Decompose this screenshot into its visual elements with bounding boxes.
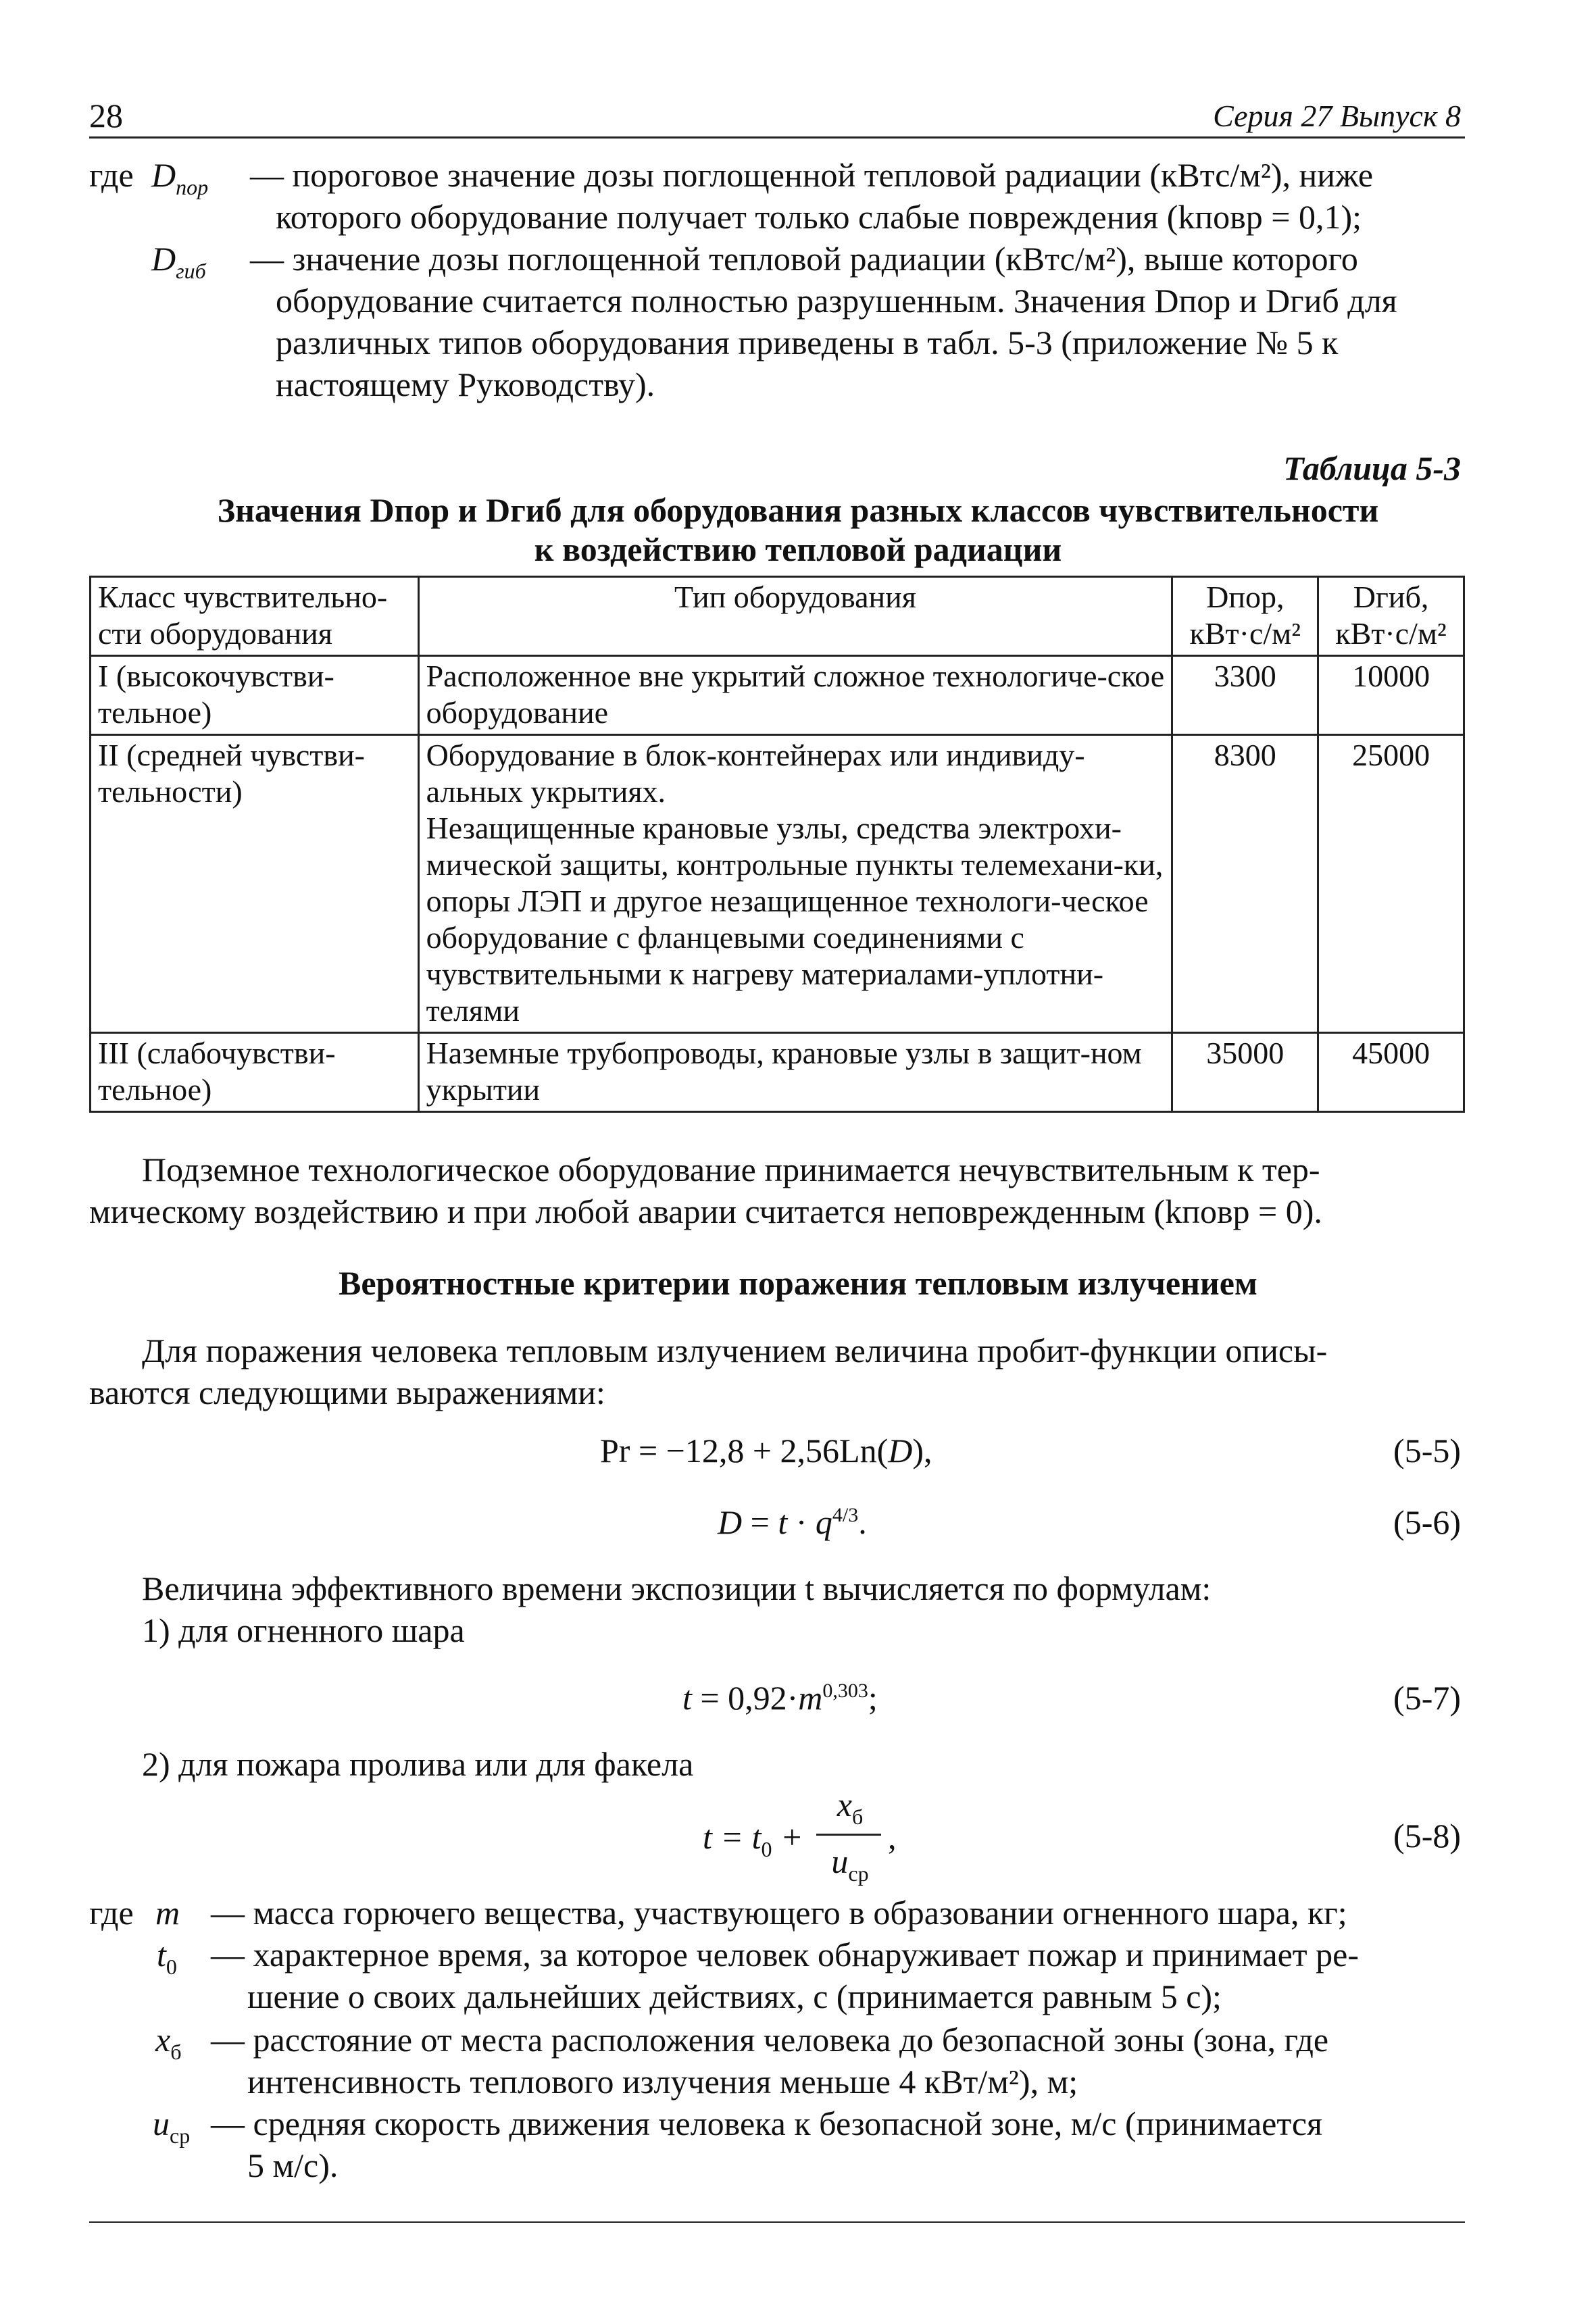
- equation-tail: ,: [888, 1818, 897, 1856]
- definition-line: интенсивность теплового излучения меньше 4 кВт/м²), м;: [247, 2063, 1078, 2101]
- paragraph-line: Величина эффективного времени экспозиции t вычисляется по формулам:: [142, 1569, 1212, 1607]
- cell-type: Наземные трубопроводы, крановые узлы в защит-ном укрытии: [418, 1033, 1172, 1112]
- footer-rule: [89, 2221, 1465, 2223]
- definition-symbol: $t_0$: [157, 1936, 177, 1979]
- definition-prefix: где: [89, 1894, 134, 1932]
- definition-line: шение о своих дальнейших действиях, с (принимается равным 5 с);: [247, 1978, 1222, 2015]
- definition-line: — пороговое значение дозы поглощенной тепловой радиации (кВтс/м²), ниже: [250, 156, 1374, 194]
- cell-type-para: Незащищенные крановые узлы, средства электрохи-мической защиты, контрольные пункты телемехани-ки, опоры ЛЭП и другое незащищенное технологи-ческое оборудование с фланцевыми соединениями с чувствительными к нагреву материалами-уплотни-телями: [426, 811, 1164, 1028]
- equation-5-7: $t = 0,92\cdot m^{0,303}$;: [682, 1679, 878, 1717]
- fraction-bar: [816, 1834, 881, 1836]
- table-title: Значения Dпор и Dгиб для оборудования разных классов чувствительности: [217, 491, 1379, 529]
- fraction-numerator: $x_б$: [837, 1786, 864, 1829]
- table-label: Таблица 5-3: [1283, 449, 1461, 487]
- table-header-row: [91, 577, 1464, 656]
- cell-type: [418, 735, 1172, 1033]
- paragraph-line: ваются следующими выражениями:: [89, 1374, 605, 1411]
- equation-lhs: $t = t_0$ +: [703, 1818, 803, 1861]
- cell-dgib: 25000: [1318, 735, 1464, 1033]
- paragraph-line: мическому воздействию и при любой аварии считается неповрежденным (kповр = 0).: [89, 1192, 1322, 1230]
- paragraph-line: Для поражения человека тепловым излучением величина пробит-функции описы-: [142, 1332, 1328, 1369]
- definition-line: — масса горючего вещества, участвующего в образовании огненного шара, кг;: [211, 1894, 1347, 1932]
- definition-line: — значение дозы поглощенной тепловой радиации (кВтс/м²), выше которого: [250, 240, 1358, 278]
- table-title-line2: к воздействию тепловой радиации: [534, 530, 1062, 568]
- definition-line: — средняя скорость движения человека к безопасной зоне, м/с (принимается: [211, 2105, 1323, 2142]
- equation-number: (5-6): [1393, 1503, 1461, 1541]
- cell-class: III (слабочувстви-тельное): [91, 1033, 419, 1112]
- table-row: [91, 1033, 1464, 1112]
- table-row: [91, 656, 1464, 735]
- definition-line: которого оборудование получает только слабые повреждения (kповр = 0,1);: [276, 198, 1362, 236]
- definition-line: различных типов оборудования приведены в табл. 5-3 (приложение № 5 к: [276, 324, 1339, 361]
- cell-class: I (высокочувстви-тельное): [91, 656, 419, 735]
- series-label: Серия 27 Выпуск 8: [1213, 99, 1461, 133]
- cell-dgib: 10000: [1318, 656, 1464, 735]
- equation-number: (5-5): [1393, 1432, 1461, 1469]
- equipment-sensitivity-table: [89, 576, 1465, 1113]
- definition-dgib: [89, 238, 1465, 407]
- equation-5-6: $D = t \cdot q^{4/3}$.: [718, 1503, 867, 1541]
- equation-5-5: Pr = −12,8 + 2,56Ln(D),: [600, 1432, 932, 1469]
- equation-number: (5-7): [1393, 1679, 1461, 1717]
- definition-line: — характерное время, за которое человек обнаруживает пожар и принимает ре-: [211, 1936, 1359, 1973]
- definition-line: — расстояние от места расположения человека до безопасной зоны (зона, где: [211, 2021, 1329, 2059]
- cell-type: Расположенное вне укрытий сложное технологиче-ское оборудование: [418, 656, 1172, 735]
- definition-line: оборудование считается полностью разрушенным. Значения Dпор и Dгиб для: [276, 282, 1397, 320]
- equation-5-8: [703, 1784, 905, 1892]
- cell-dpor: 8300: [1172, 735, 1318, 1033]
- definition-line: 5 м/с).: [247, 2146, 339, 2184]
- definition-symbol: $D_{пор}$: [151, 156, 209, 199]
- definition-symbol: $D_{гиб}$: [151, 240, 206, 283]
- cell-type-para: Оборудование в блок-контейнерах или индивиду-альных укрытиях.: [426, 738, 1085, 809]
- page-number: 28: [89, 97, 123, 134]
- definition-symbol: $u_{ср}$: [153, 2105, 191, 2148]
- cell-class: II (средней чувстви-тельности): [91, 735, 419, 1033]
- fraction-denominator: $u_{ср}$: [831, 1842, 869, 1886]
- definition-symbol: $x_б$: [155, 2021, 182, 2064]
- table-row: [91, 735, 1464, 1033]
- cell-dgib: 45000: [1318, 1033, 1464, 1112]
- paragraph-line: Подземное технологическое оборудование принимается нечувствительным к тер-: [142, 1151, 1320, 1188]
- equation-number: (5-8): [1393, 1817, 1461, 1855]
- definition-symbol: m: [155, 1894, 180, 1932]
- cell-dpor: 35000: [1172, 1033, 1318, 1112]
- column-header-dpor: Dпор, кВт·с/м²: [1172, 577, 1318, 656]
- column-header-dgib: Dгиб, кВт·с/м²: [1318, 577, 1464, 656]
- list-item: 1) для огненного шара: [142, 1611, 465, 1649]
- definition-prefix: где: [89, 156, 134, 194]
- cell-dpor: 3300: [1172, 656, 1318, 735]
- section-title: Вероятностные критерии поражения тепловым излучением: [339, 1264, 1257, 1302]
- list-item: 2) для пожара пролива или для факела: [142, 1745, 694, 1783]
- definition-dpor: [89, 154, 1465, 242]
- header-rule: [89, 136, 1465, 139]
- definition-line: настоящему Руководству).: [276, 366, 655, 403]
- column-header-class: Класс чувствительно-сти оборудования: [91, 577, 419, 656]
- column-header-type: Тип оборудования: [418, 577, 1172, 656]
